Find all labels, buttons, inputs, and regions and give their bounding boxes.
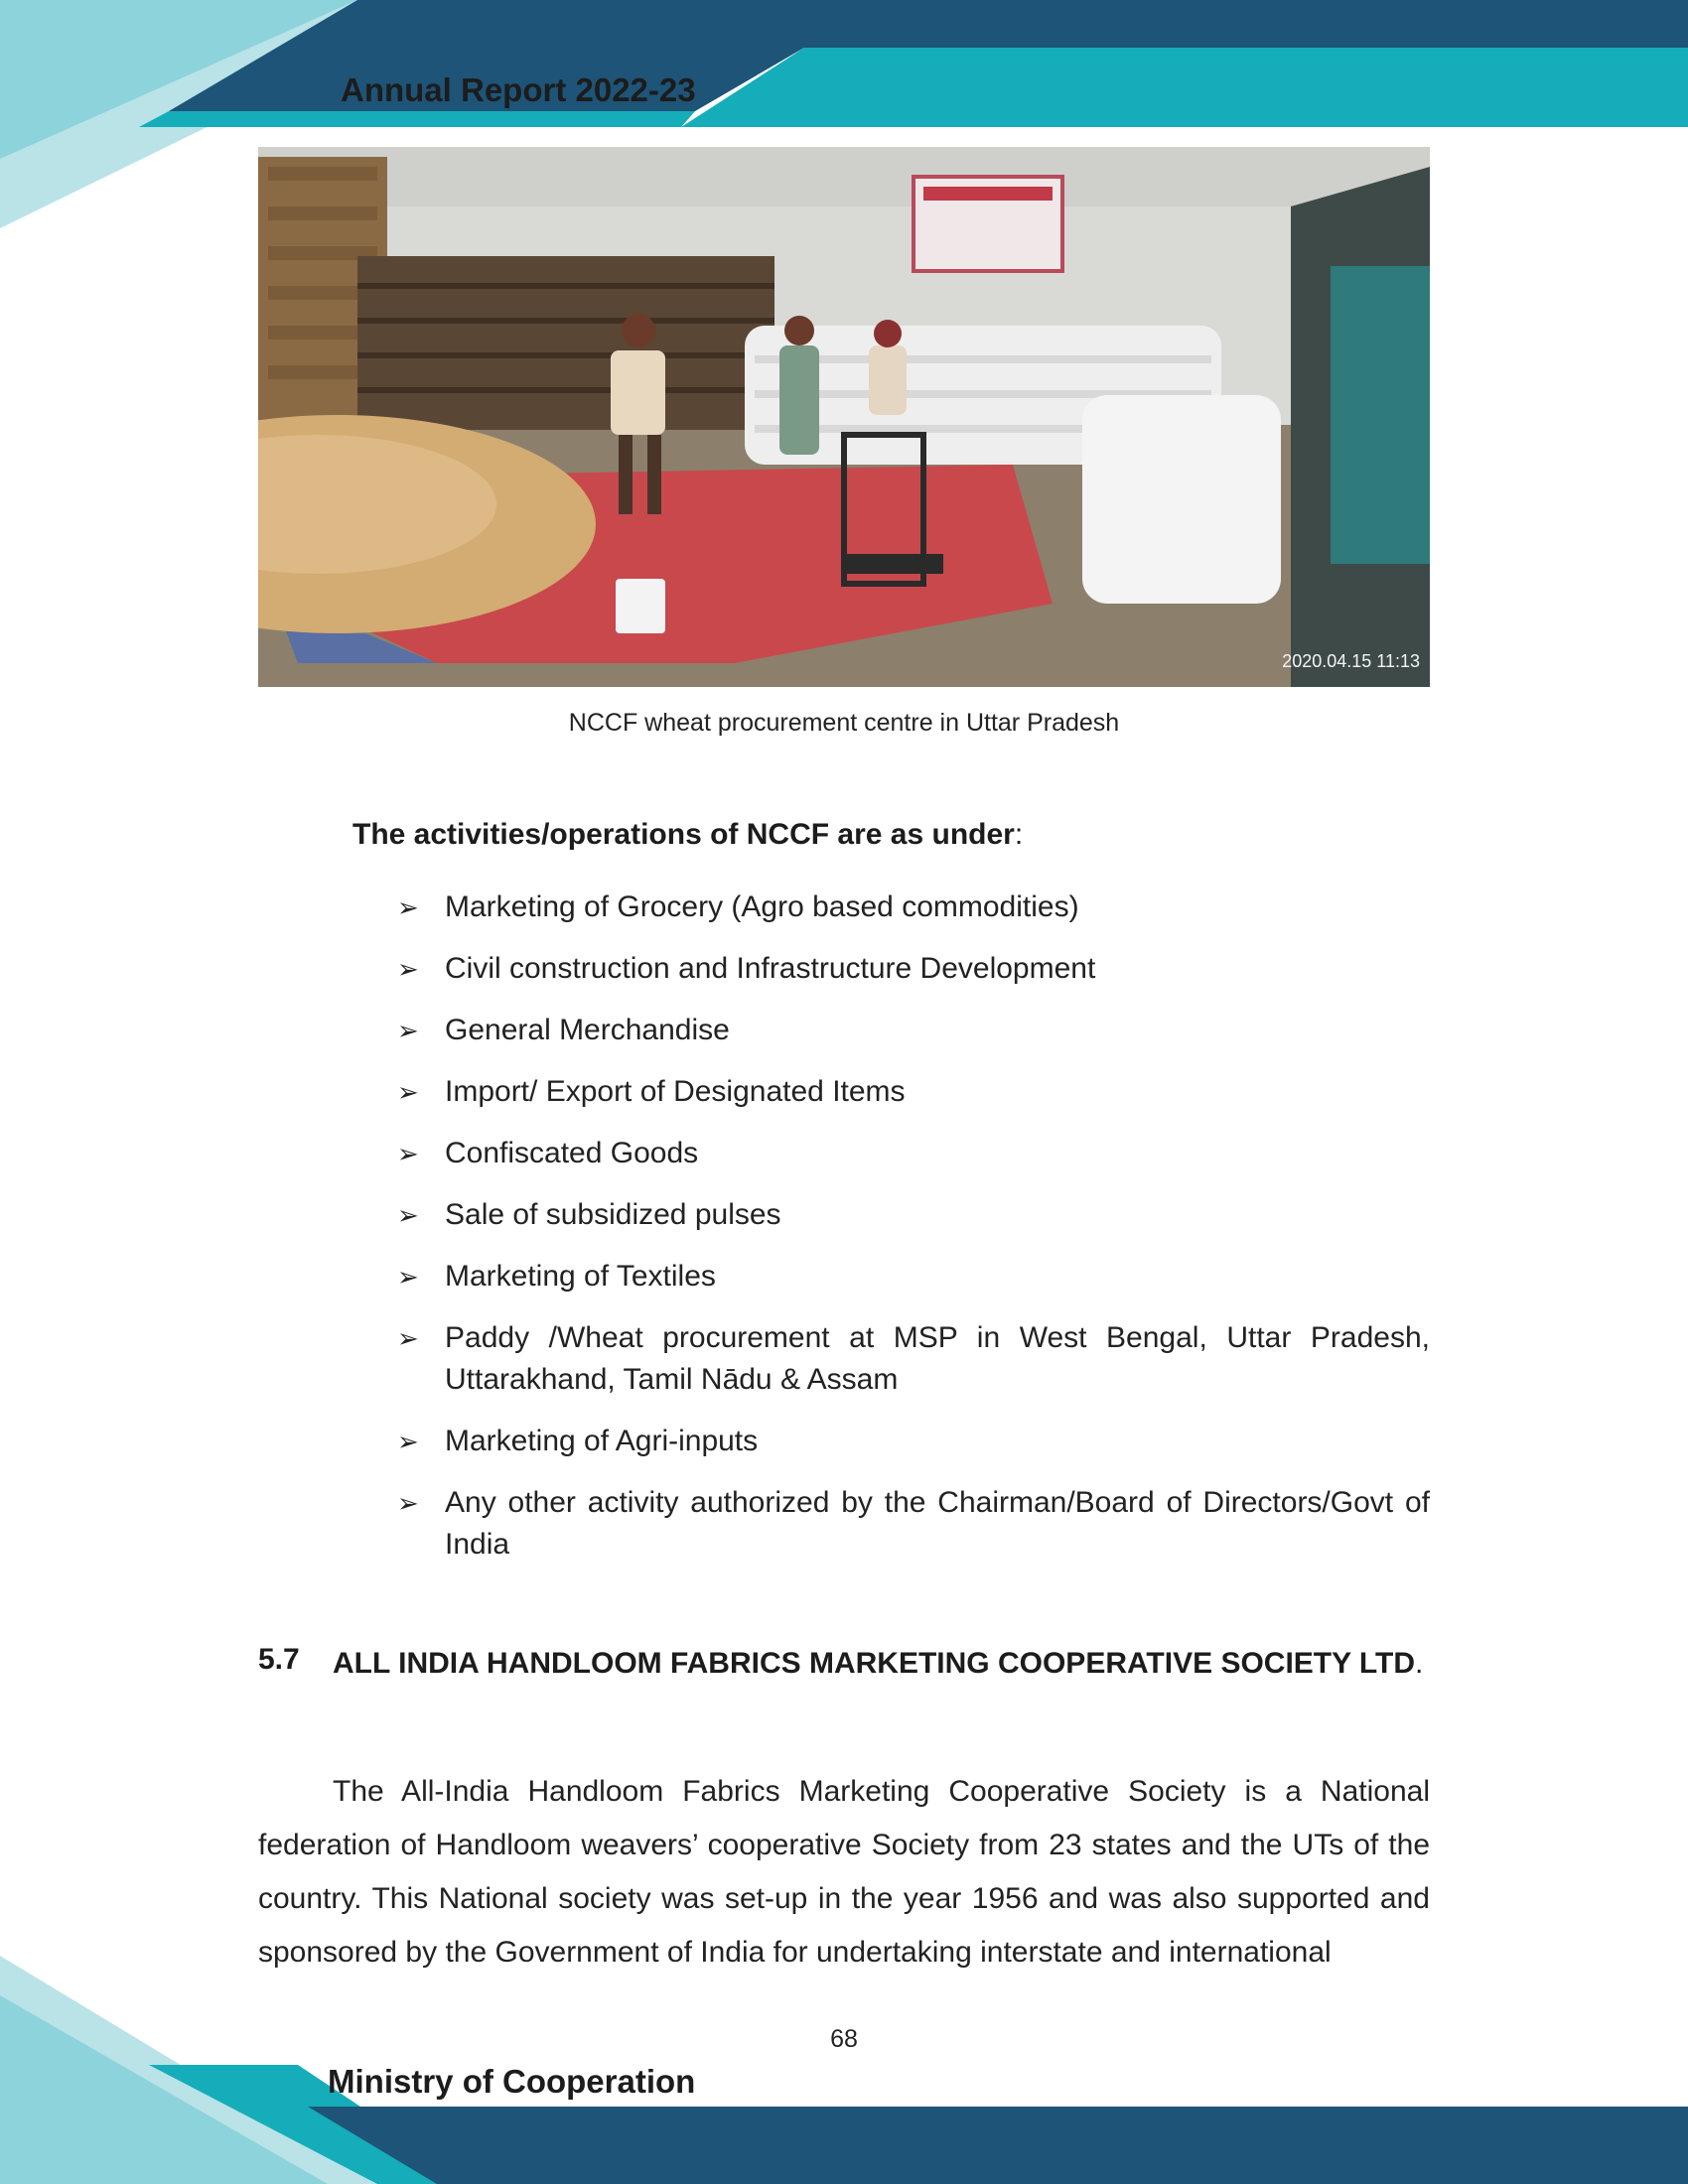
list-item-text: Marketing of Textiles xyxy=(445,1260,716,1293)
arrow-bullet-icon: ➢ xyxy=(397,892,419,922)
arrow-bullet-icon: ➢ xyxy=(397,954,419,984)
activities-heading-colon: : xyxy=(1014,818,1024,851)
procurement-photo xyxy=(258,147,1430,687)
photo-illustration xyxy=(258,147,1430,687)
list-item xyxy=(397,1071,1430,1113)
list-item xyxy=(397,887,1430,928)
list-item xyxy=(397,1194,1430,1236)
arrow-bullet-icon: ➢ xyxy=(397,1016,419,1045)
photo-timestamp: 2020.04.15 11:13 xyxy=(1282,651,1420,671)
list-item-text: Confiscated Goods xyxy=(445,1137,699,1169)
list-item xyxy=(397,1421,1430,1462)
list-item xyxy=(397,1133,1430,1174)
list-item xyxy=(397,948,1430,990)
section-title-period: . xyxy=(1415,1647,1424,1680)
arrow-bullet-icon: ➢ xyxy=(397,1200,419,1230)
list-item-text: Import/ Export of Designated Items xyxy=(445,1075,906,1108)
footer-title: Ministry of Cooperation xyxy=(328,2063,696,2100)
list-item-text: Marketing of Agri-inputs xyxy=(445,1425,759,1457)
header-title: Annual Report 2022-23 xyxy=(341,71,696,108)
photo-caption: NCCF wheat procurement centre in Uttar Pradesh xyxy=(568,709,1120,737)
list-item xyxy=(397,1482,1430,1566)
activities-list xyxy=(397,887,1430,1585)
list-item-text: Marketing of Grocery (Agro based commodities) xyxy=(445,890,1079,923)
section-title xyxy=(333,1636,1430,1692)
footer-decoration xyxy=(0,1936,1688,2184)
list-item-text: Sale of subsidized pulses xyxy=(445,1198,781,1231)
list-item-text: General Merchandise xyxy=(445,1014,730,1046)
section-paragraph: The All-India Handloom Fabrics Marketing Cooperative Society is a National federation of Handloom weavers’ cooperative Society from 23 states and the UTs of the country. This National society was set-up in the year 1956 and was also supported and sponsored by the Government of India for undertaking interstate and international xyxy=(258,1775,1430,1969)
list-item xyxy=(397,1010,1430,1051)
list-item-text: Civil construction and Infrastructure Development xyxy=(445,952,1096,985)
activities-heading-text: The activities/operations of NCCF are as under xyxy=(352,818,1015,851)
page-number: 68 xyxy=(830,2025,858,2053)
arrow-bullet-icon: ➢ xyxy=(397,1488,419,1518)
arrow-bullet-icon: ➢ xyxy=(397,1139,419,1168)
activities-heading xyxy=(352,818,1023,852)
list-item-text: Paddy /Wheat procurement at MSP in West Bengal, Uttar Pradesh, Uttarakhand, Tamil Nādu & Assam xyxy=(445,1321,1430,1396)
list-item xyxy=(397,1317,1430,1401)
section-title-text: ALL INDIA HANDLOOM FABRICS MARKETING COOPERATIVE SOCIETY LTD xyxy=(333,1647,1416,1680)
arrow-bullet-icon: ➢ xyxy=(397,1077,419,1107)
arrow-bullet-icon: ➢ xyxy=(397,1427,419,1456)
list-item-text: Any other activity authorized by the Chairman/Board of Directors/Govt of India xyxy=(445,1486,1430,1561)
section-number: 5.7 xyxy=(258,1643,300,1676)
arrow-bullet-icon: ➢ xyxy=(397,1262,419,1292)
arrow-bullet-icon: ➢ xyxy=(397,1323,419,1353)
list-item xyxy=(397,1256,1430,1297)
